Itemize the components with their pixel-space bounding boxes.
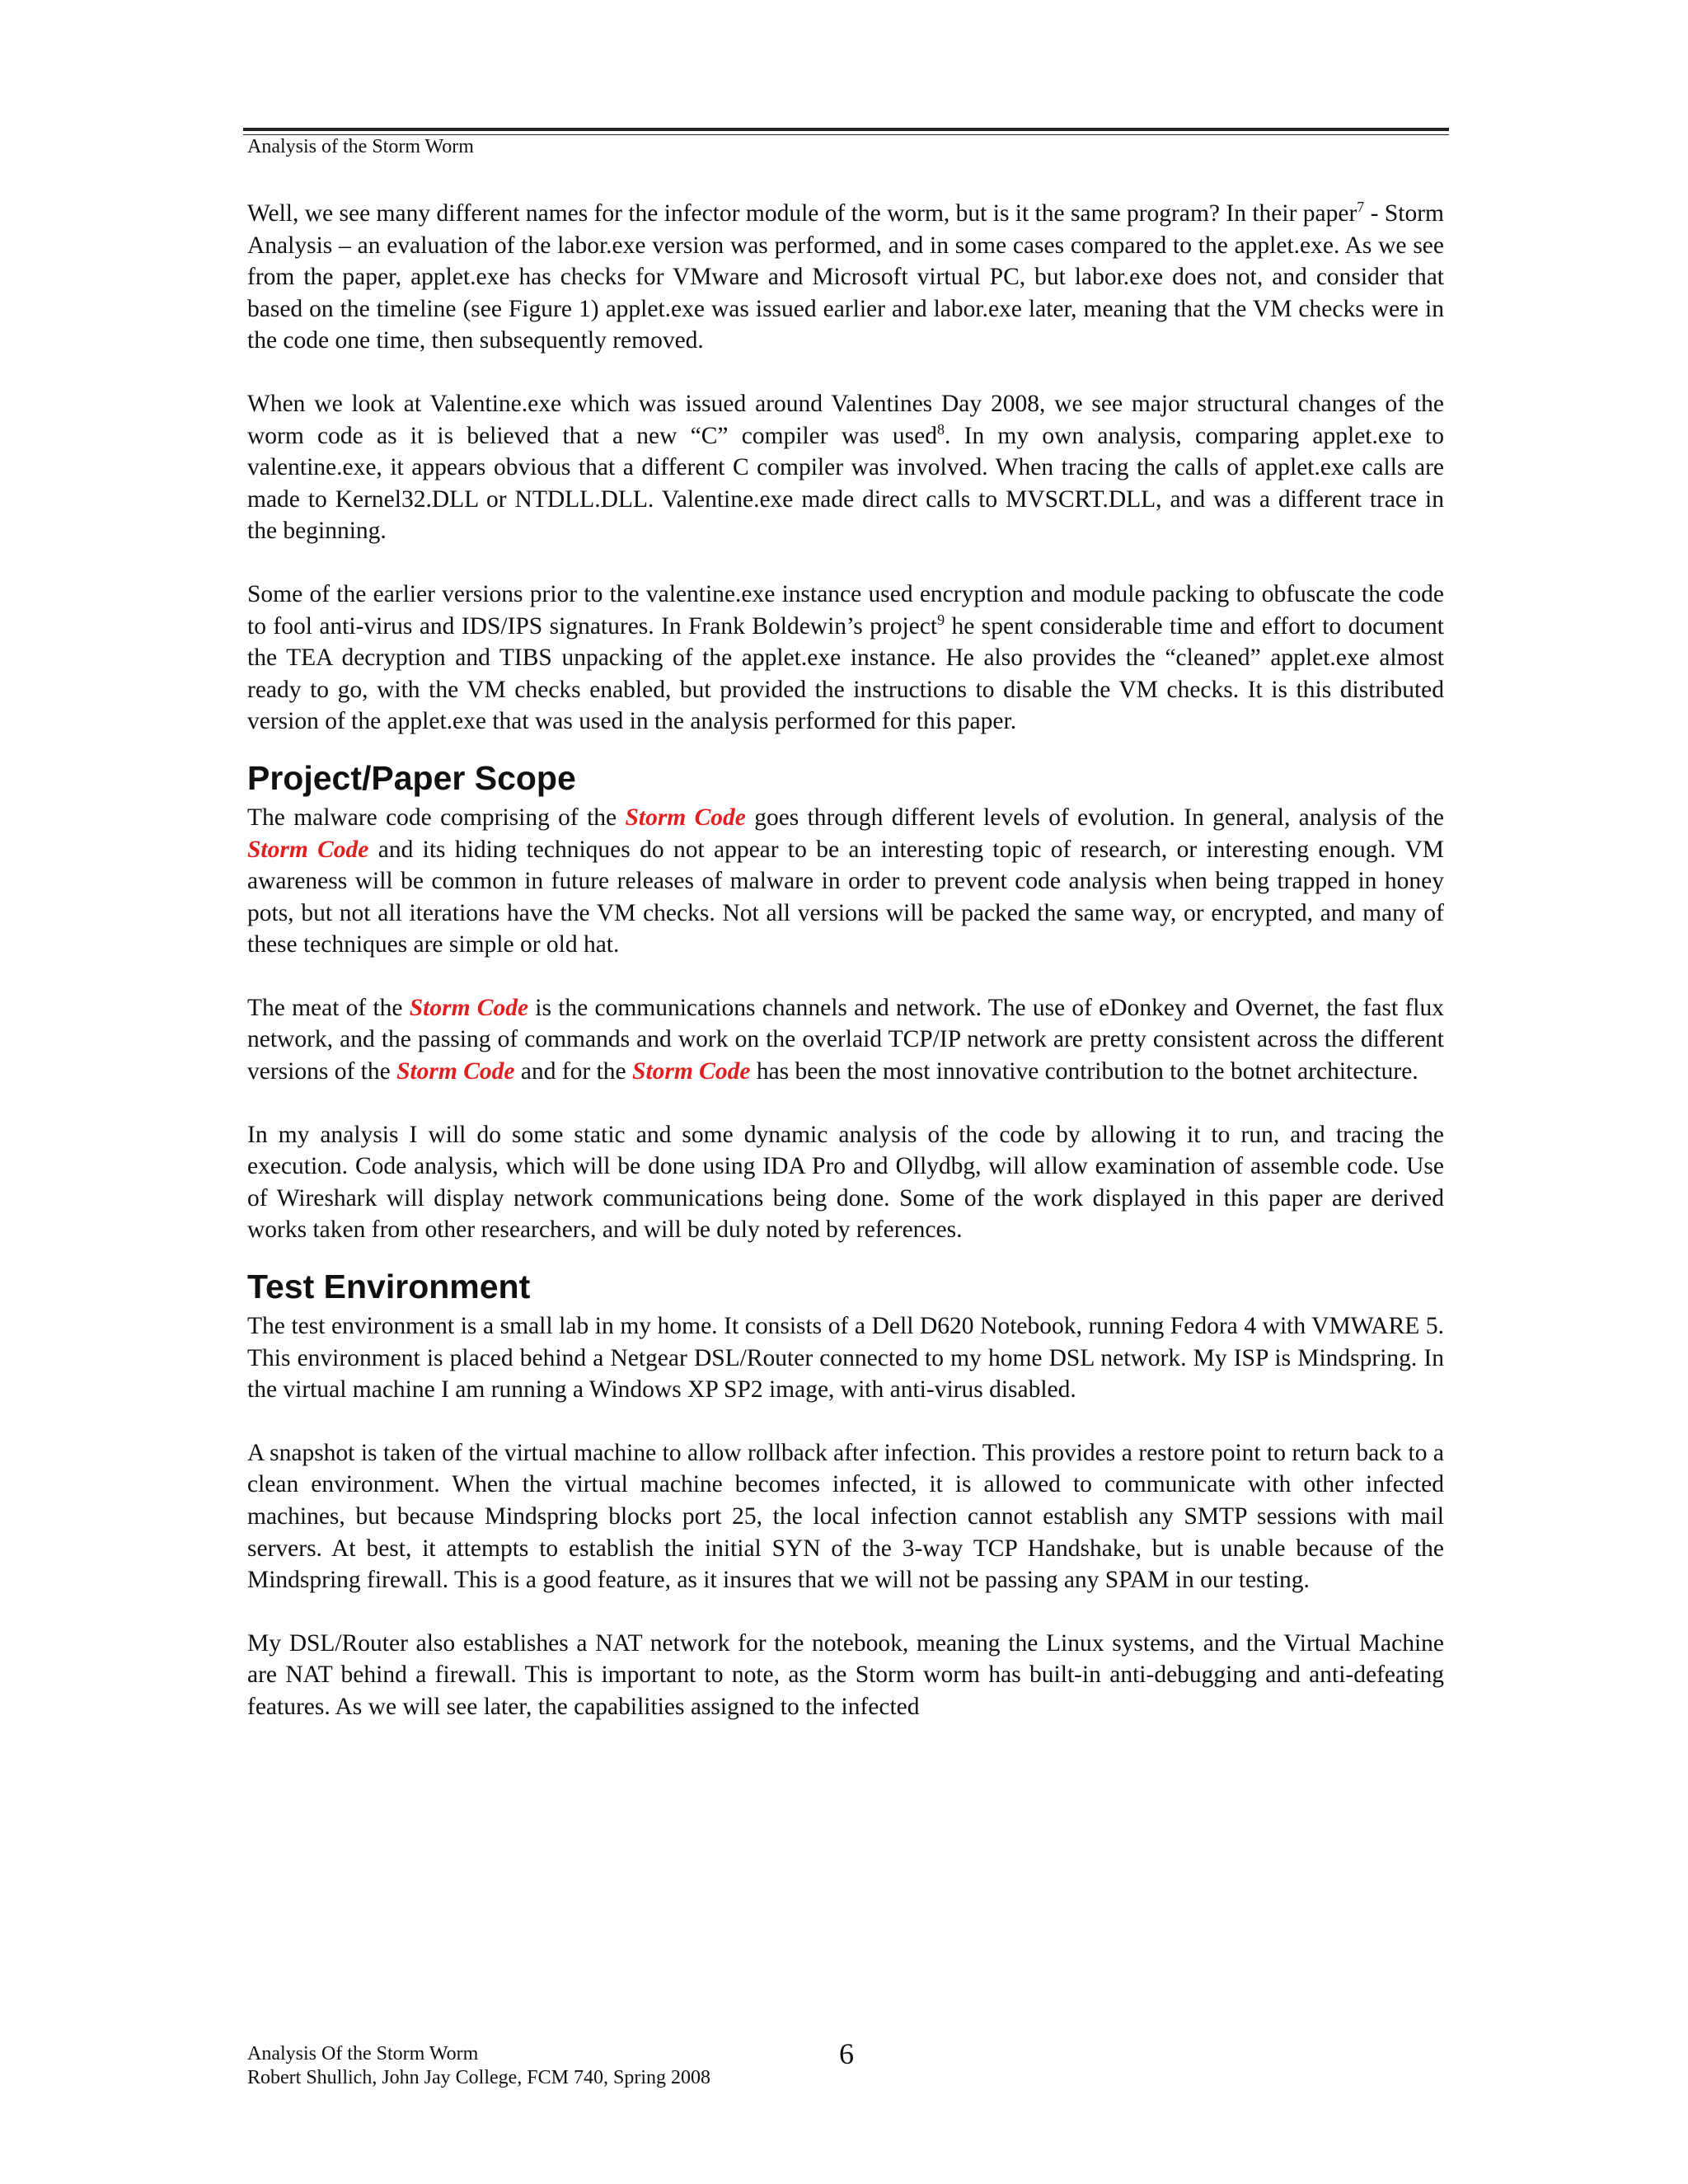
footnote-ref-7[interactable]: 7 <box>1357 199 1365 216</box>
paragraph-8: A snapshot is taken of the virtual machine to allow rollback after infection. This provides a restore point to return back to a clean environment. When the virtual machine becomes infected, it is allowed to communicate with other infected machines, but because Mindspring blocks port 25, the local infection cannot establish any SMTP sessions with mail servers. At best, it attempts to establish the initial SYN of the 3-way TCP Handshake, but is unable because of the Mindspring firewall. This is a good feature, as it insures that we will not be passing any SPAM in our testing. <box>247 1439 1444 1594</box>
footnote-ref-9[interactable]: 9 <box>937 611 945 628</box>
header-rule-thick <box>243 128 1449 131</box>
paragraph-1: Well, we see many different names for the infector module of the worm, but is it the same program? In their paper$^7$ - Storm Analysis – an evaluation of the labor.exe version was performed, and in some cases compared to the applet.exe. As we see from the paper, applet.exe has checks for VMware and Microsoft virtual PC, but labor.exe does not, and consider that based on the timeline (see Figure 1) applet.exe was issued earlier and labor.exe later, meaning that the VM checks were in the code one time, then subsequently removed. <box>247 199 1444 354</box>
storm-code-emphasis: Storm Code <box>625 804 746 831</box>
running-header: Analysis of the Storm Worm <box>247 136 474 157</box>
heading-project-scope: Project/Paper Scope <box>247 758 576 797</box>
storm-code-emphasis: Storm Code <box>409 994 529 1021</box>
storm-code-emphasis: Storm Code <box>247 836 369 863</box>
footer-author: Robert Shullich, John Jay College, FCM 740, Spring 2008 <box>247 2067 711 2088</box>
page-number: 6 <box>839 2037 854 2070</box>
storm-code-emphasis: Storm Code <box>632 1058 751 1085</box>
paragraph-4: The malware code comprising of the Storm Code goes through different levels of evolution. In general, analysis of the Storm Code and its hiding techniques do not appear to be an interesting topic of research, or interesting enough. VM awareness will be common in future releases of malware in order to prevent code analysis when being trapped in honey pots, but not all iterations have the VM checks. Not all versions will be packed the same way, or encrypted, and many of these techniques are simple or old hat. <box>247 804 1444 958</box>
storm-code-emphasis: Storm Code <box>396 1058 515 1085</box>
paragraph-6: In my analysis I will do some static and some dynamic analysis of the code by allowing it to run, and tracing the execution. Code analysis, which will be done using IDA Pro and Ollydbg, will allow examination of assemble code. Use of Wireshark will display network communications being done. Some of the work displayed in this paper are derived works taken from other researchers, and will be duly noted by references. <box>247 1121 1444 1244</box>
body-text <box>247 198 1444 1723</box>
paragraph-5: The meat of the Storm Code is the communications channels and network. The use of eDonkey and Overnet, the fast flux network, and the passing of commands and work on the overlaid TCP/IP network are pretty consistent across the different versions of the Storm Code and for the Storm Code has been the most innovative contribution to the botnet architecture. <box>247 994 1444 1085</box>
paragraph-3: Some of the earlier versions prior to the valentine.exe instance used encryption and module packing to obfuscate the code to fool anti-virus and IDS/IPS signatures. In Frank Boldewin’s project$^9$ he spent considerable time and effort to document the TEA decryption and TIBS unpacking of the applet.exe instance. He also provides the “cleaned” applet.exe almost ready to go, with the VM checks enabled, but provided the instructions to disable the VM checks. It is this distributed version of the applet.exe that was used in the analysis performed for this paper. <box>247 580 1444 735</box>
footnote-ref-8[interactable]: 8 <box>937 420 945 438</box>
heading-test-environment: Test Environment <box>247 1268 531 1306</box>
footer-title: Analysis Of the Storm Worm <box>247 2043 479 2064</box>
paragraph-7: The test environment is a small lab in my home. It consists of a Dell D620 Notebook, running Fedora 4 with VMWARE 5. This environment is placed behind a Netgear DSL/Router connected to my home DSL network. My ISP is Mindspring. In the virtual machine I am running a Windows XP SP2 image, with anti-virus disabled. <box>247 1313 1444 1404</box>
page-footer <box>247 2042 710 2090</box>
paragraph-9: My DSL/Router also establishes a NAT network for the notebook, meaning the Linux systems, and the Virtual Machine are NAT behind a firewall. This is important to note, as the Storm worm has built-in anti-debugging and anti-defeating features. As we will see later, the capabilities assigned to the infected <box>247 1629 1444 1720</box>
paragraph-2: When we look at Valentine.exe which was issued around Valentines Day 2008, we see major structural changes of the worm code as it is believed that a new “C” compiler was used$^8$. In my own analysis, comparing applet.exe to valentine.exe, it appears obvious that a different C compiler was involved. When tracing the calls of applet.exe calls are made to Kernel32.DLL or NTDLL.DLL. Valentine.exe made direct calls to MVSCRT.DLL, and was a different trace in the beginning. <box>247 390 1444 545</box>
